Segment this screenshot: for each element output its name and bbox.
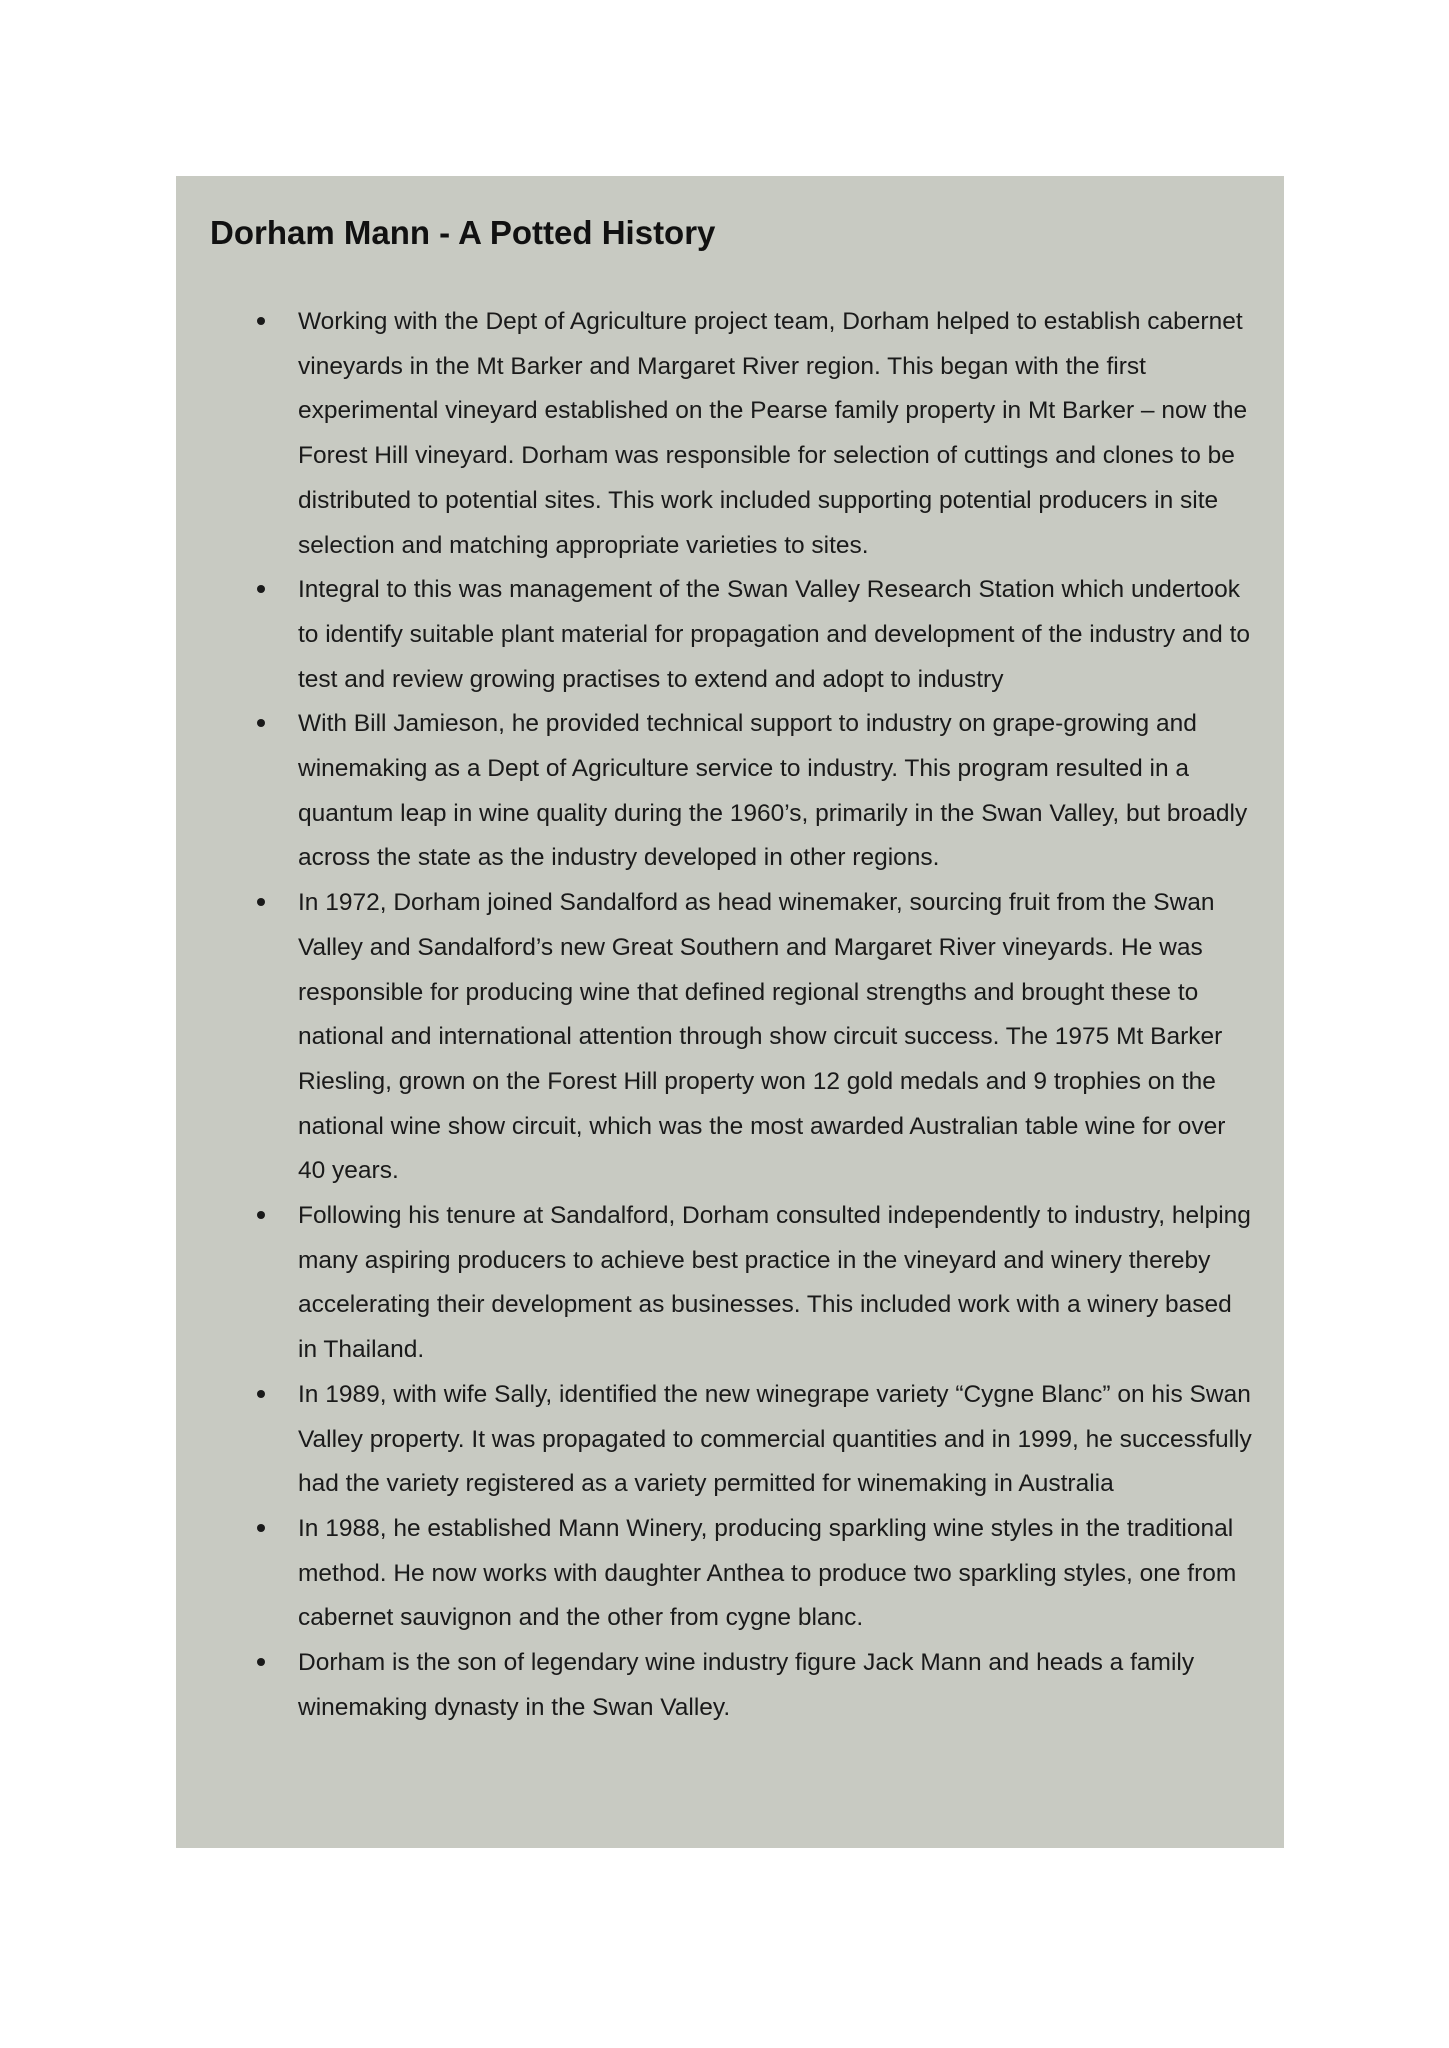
- list-item: [210, 881, 1256, 1194]
- bullet-icon: [257, 1658, 265, 1666]
- list-item: [210, 1373, 1256, 1507]
- list-item-text: In 1988, he established Mann Winery, producing sparkling wine styles in the traditional method. He now works with daughter Anthea to produce two sparkling styles, one from cabernet sauvignon and the other from cygne blanc.: [298, 1514, 1237, 1632]
- list-item: [210, 1641, 1256, 1730]
- page-title: Dorham Mann - A Potted History: [210, 214, 716, 251]
- list-item-text: In 1989, with wife Sally, identified the new winegrape variety “Cygne Blanc” on his Swan Valley property. It was propagated to commercial quantities and in 1999, he successfully had the variety registered as a variety permitted for winemaking in Australia: [298, 1380, 1252, 1498]
- list-item: [210, 300, 1256, 568]
- list-item-text: With Bill Jamieson, he provided technical support to industry on grape-growing and winemaking as a Dept of Agriculture service to industry. This program resulted in a quantum leap in wine quality during the 1960’s, primarily in the Swan Valley, but broadly across the state as the industry developed in other regions.: [298, 710, 1248, 872]
- history-bullet-list: [210, 300, 1256, 1731]
- list-item: [210, 702, 1256, 881]
- bullet-icon: [257, 585, 265, 593]
- list-item-text: Working with the Dept of Agriculture project team, Dorham helped to establish cabernet vineyards in the Mt Barker and Margaret River region. This began with the first experimental vineyard established on the Pearse family property in Mt Barker – now the Forest Hill vineyard. Dorham was responsible for selection of cuttings and clones to be distributed to potential sites. This work included supporting potential producers in site selection and matching appropriate varieties to sites.: [298, 308, 1248, 559]
- list-item: [210, 1194, 1256, 1373]
- list-item-text: Dorham is the son of legendary wine industry figure Jack Mann and heads a family winemaking dynasty in the Swan Valley.: [298, 1649, 1195, 1721]
- bullet-icon: [257, 1211, 265, 1219]
- bullet-icon: [257, 898, 265, 906]
- bullet-icon: [257, 317, 265, 325]
- bullet-icon: [257, 1390, 265, 1398]
- history-panel: [176, 176, 1284, 1848]
- list-item-text: Integral to this was management of the Swan Valley Research Station which undertook to identify suitable plant material for propagation and development of the industry and to test and review growing practises to extend and adopt to industry: [298, 576, 1251, 693]
- list-item: [210, 1507, 1256, 1641]
- list-item-text: Following his tenure at Sandalford, Dorham consulted independently to industry, helping many aspiring producers to achieve best practice in the vineyard and winery thereby accelerating their development as businesses. This included work with a winery based in Thailand.: [298, 1202, 1251, 1364]
- list-item-text: In 1972, Dorham joined Sandalford as head winemaker, sourcing fruit from the Swan Valley and Sandalford’s new Great Southern and Margaret River vineyards. He was responsible for producing wine that defined regional strengths and brought these to national and international attention through show circuit success. The 1975 Mt Barker Riesling, grown on the Forest Hill property won 12 gold medals and 9 trophies on the national wine show circuit, which was the most awarded Australian table wine for over 40 years.: [298, 889, 1226, 1185]
- list-item: [210, 568, 1256, 702]
- bullet-icon: [257, 1524, 265, 1532]
- bullet-icon: [257, 719, 265, 727]
